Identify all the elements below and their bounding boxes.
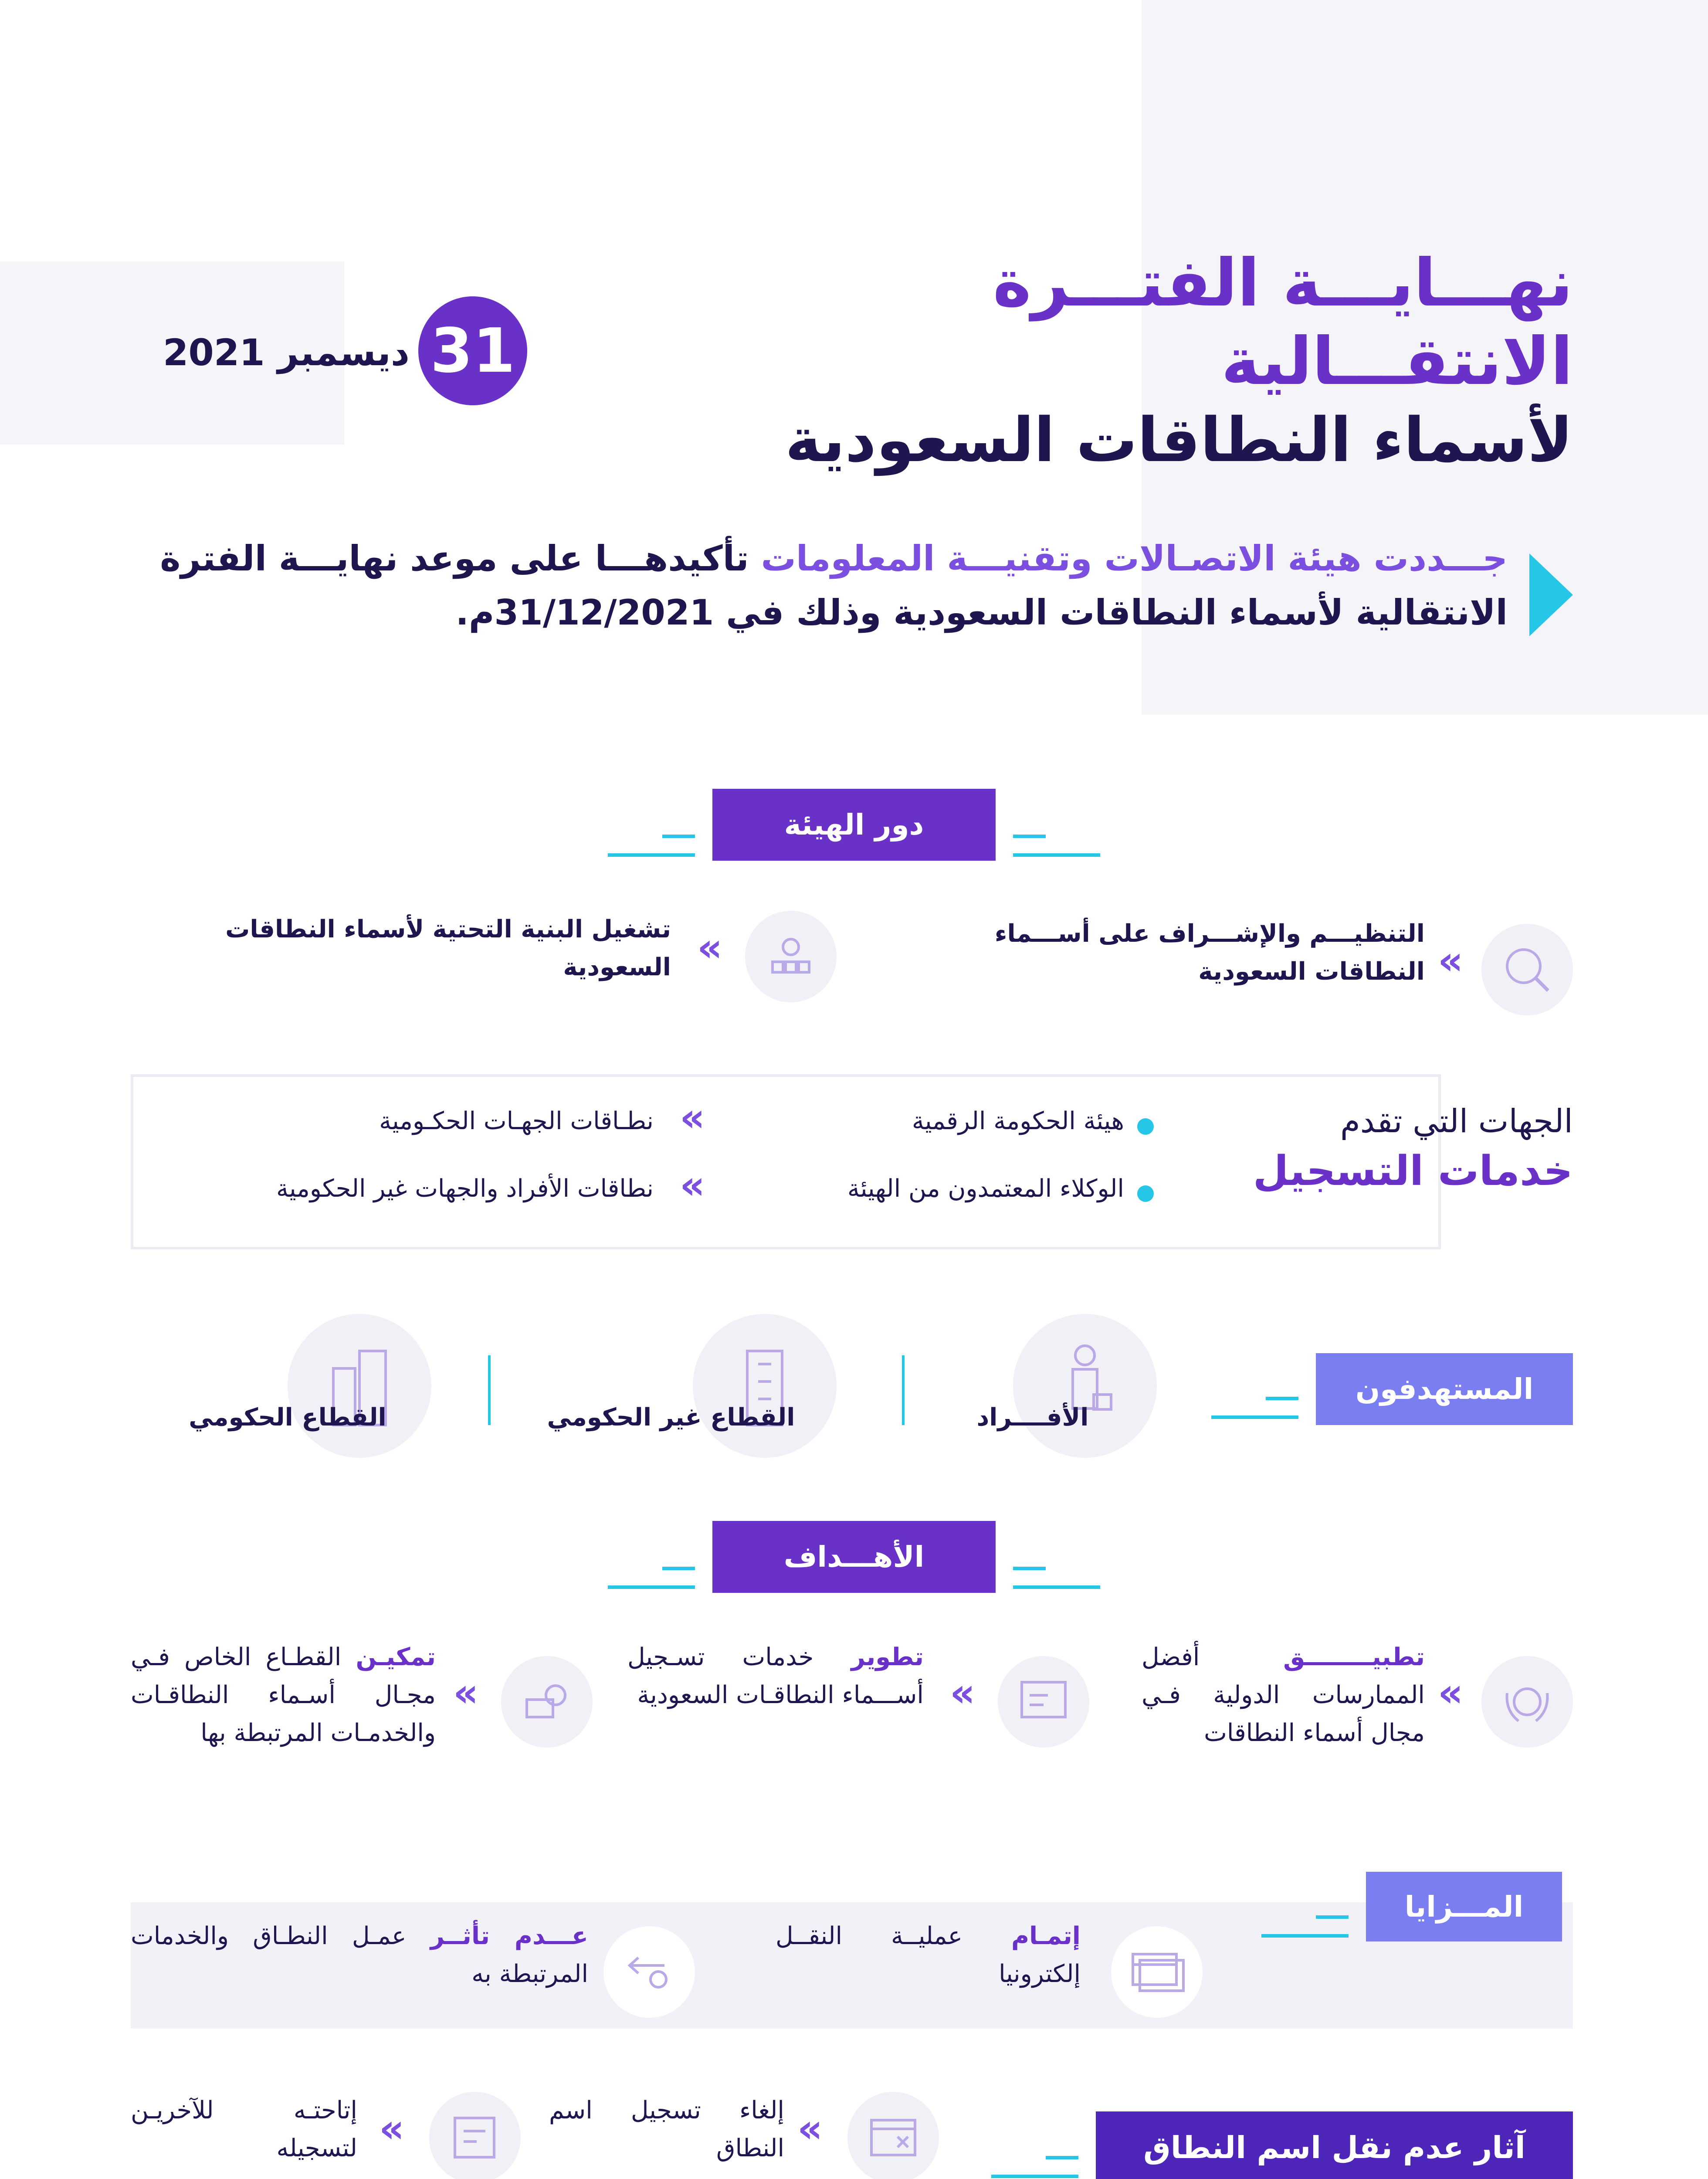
title-line-1: نهـــايـــة الفتـــرة الانتقـــالية bbox=[993, 245, 1573, 400]
goal-1-highlight: تطبيــــــــق bbox=[1283, 1643, 1425, 1671]
intro-highlight: جـــددت هيئة الاتصـالات وتقنيـــة المعلومات bbox=[761, 538, 1508, 579]
target-government-label: القطاع الحكومي bbox=[189, 1403, 386, 1432]
goals-dash-right-short bbox=[1013, 1567, 1046, 1570]
goals-dash-left bbox=[608, 1585, 695, 1589]
role-item-1: التنظيـــم والإشـــراف على أســـماء النطاقات السعودية bbox=[994, 920, 1425, 986]
credit-card-icon bbox=[1111, 1926, 1203, 2018]
goals-label: الأهـــداف bbox=[712, 1521, 996, 1593]
registrars-heading-line-1: الجهات التي تقدم bbox=[1340, 1103, 1573, 1140]
targets-separator-1 bbox=[902, 1355, 905, 1425]
benefit-2-text: عمـل النطـاق والخدمات المرتبطة به bbox=[131, 1922, 588, 1988]
date-badge bbox=[418, 296, 527, 405]
goal-2 bbox=[627, 1639, 924, 1714]
targets-label: المستهدفون bbox=[1316, 1353, 1573, 1425]
targets-separator-2 bbox=[488, 1355, 491, 1425]
role-dash-right bbox=[1013, 853, 1100, 857]
registrar-bullet-1 bbox=[1137, 1118, 1154, 1135]
registrar-chevron-1: « bbox=[680, 1095, 705, 1140]
role-chevron-2: « bbox=[697, 925, 723, 971]
registrars-heading-line-2: خدمات التسجيل bbox=[1253, 1147, 1573, 1195]
registrar-chevron-2: « bbox=[680, 1162, 705, 1208]
registrar-chevron-1-text: نطـاقات الجهـات الحكـومية bbox=[379, 1107, 654, 1135]
page-title bbox=[654, 244, 1573, 480]
goals-chevron-2: « bbox=[950, 1670, 976, 1716]
role-dash-left-short bbox=[662, 835, 695, 838]
registrar-chevron-2-text: نطاقات الأفراد والجهات غير الحكومية bbox=[276, 1174, 654, 1203]
effects-dash bbox=[991, 2175, 1078, 2178]
role-dash-left bbox=[608, 853, 695, 857]
date-month-year: ديسمبر 2021 bbox=[163, 331, 410, 374]
globe-laurel-icon bbox=[1481, 1656, 1573, 1748]
benefit-1-text: عمليــة النقــل إلكترونيا bbox=[776, 1922, 1081, 1988]
goal-3-highlight: تمكيـن bbox=[356, 1643, 436, 1671]
effects-chevron-2: « bbox=[379, 2106, 405, 2152]
goals-chevron-1: « bbox=[1438, 1670, 1464, 1716]
effects-label: آثار عدم نقل اسم النطاق bbox=[1096, 2111, 1573, 2179]
effects-chevron-1: « bbox=[797, 2106, 823, 2152]
effect-2-text: إتاحتـه للآخريـن لتسجيله bbox=[131, 2096, 357, 2162]
role-item-2: تشغيل البنية التحتية لأسماء النطاقات السعودية bbox=[225, 915, 671, 981]
gear-network-icon bbox=[745, 911, 837, 1002]
goals-chevron-3: « bbox=[453, 1670, 479, 1716]
goal-3 bbox=[131, 1639, 436, 1752]
targets-dash bbox=[1211, 1415, 1298, 1419]
person-gear-icon bbox=[501, 1656, 593, 1748]
role-dash-right-short bbox=[1013, 835, 1046, 838]
intro-rest: تأكيدهـــا على موعد نهايـــة الفترة الانتقالية لأسماء النطاقات السعودية وذلك في 31/12/2021م. bbox=[160, 538, 1508, 633]
title-line-2: لأسماء النطاقات السعودية bbox=[785, 405, 1573, 476]
window-x-icon bbox=[847, 2092, 939, 2179]
globe-search-icon bbox=[1481, 924, 1573, 1015]
effects-dash-short bbox=[1046, 2156, 1078, 2159]
goal-3-text: القطـاع الخاص فـي مجـال أسـماء النطاقـات والخدمـات المرتبطة بها bbox=[131, 1643, 436, 1747]
benefit-2-highlight: عـــدم تأثــر bbox=[430, 1922, 588, 1950]
date-day: 31 bbox=[430, 315, 515, 387]
benefits-label: المـــزايا bbox=[1366, 1872, 1562, 1941]
registrar-bullet-2 bbox=[1137, 1185, 1154, 1202]
target-private-label: القطاع غير الحكومي bbox=[547, 1403, 795, 1432]
intro-text bbox=[131, 532, 1508, 640]
intro-arrow-icon bbox=[1529, 553, 1573, 636]
benefits-dash bbox=[1261, 1934, 1349, 1938]
effect-1-text: إلغاء تسجيل اسم النطاق bbox=[549, 2096, 784, 2162]
role-chevron-1: « bbox=[1438, 938, 1464, 984]
targets-dash-short bbox=[1266, 1397, 1298, 1400]
transfer-search-icon bbox=[603, 1926, 695, 2018]
registrar-bullet-1-text: هيئة الحكومة الرقمية bbox=[912, 1107, 1124, 1135]
target-individuals-label: الأفــــراد bbox=[976, 1403, 1089, 1432]
goals-dash-right bbox=[1013, 1585, 1100, 1589]
benefit-2 bbox=[131, 1918, 588, 1993]
goal-2-highlight: تطوير bbox=[851, 1643, 924, 1671]
benefit-1 bbox=[776, 1918, 1081, 1993]
goal-1-text: أفضل الممارسات الدولية فـي مجال أسماء النطاقات bbox=[1142, 1643, 1425, 1747]
goal-2-text: خدمات تسـجيل أســـماء النطاقـات السعودية bbox=[627, 1643, 924, 1709]
registrars-heading bbox=[1194, 1098, 1573, 1198]
goal-1 bbox=[1142, 1639, 1425, 1752]
registrar-bullet-2-text: الوكلاء المعتمدون من الهيئة bbox=[847, 1174, 1124, 1203]
benefit-1-highlight: إتمـام bbox=[1011, 1922, 1081, 1950]
role-label: دور الهيئة bbox=[712, 789, 996, 861]
form-check-icon bbox=[998, 1656, 1089, 1748]
goals-dash-left-short bbox=[662, 1567, 695, 1570]
form-cursor-icon bbox=[429, 2092, 521, 2179]
benefits-dash-short bbox=[1316, 1915, 1349, 1919]
